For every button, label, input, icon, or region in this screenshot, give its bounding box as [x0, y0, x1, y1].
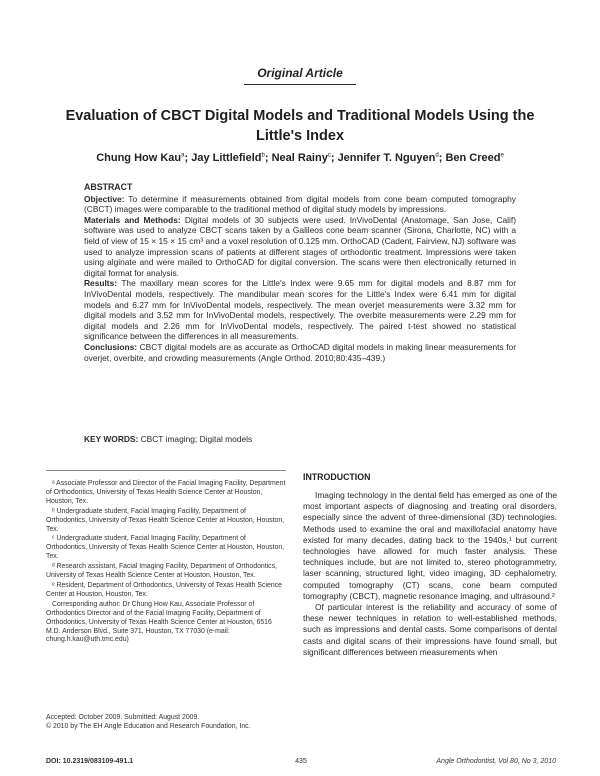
- author-affiliation-mark: a: [181, 152, 185, 159]
- copyright-notice: © 2010 by The EH Angle Education and Research Foundation, Inc.: [46, 722, 251, 730]
- author-affiliation-mark: c: [327, 152, 331, 159]
- author-name: Jennifer T. Nguyen: [337, 152, 436, 164]
- abstract-block: [84, 182, 516, 363]
- methods-label: Materials and Methods:: [84, 214, 181, 225]
- conclusions-text: CBCT digital models are as accurate as OrthoCAD digital models in making linear measurements for overjet, overbite, and crowding measurements (Angle Orthod. 2010;80:435–439.): [84, 341, 516, 363]
- introduction-body: [303, 490, 557, 658]
- footnote-item: ᵉ Resident, Department of Orthodontics, University of Texas Health Science Center at Houston, Houston, Tex.: [46, 581, 282, 598]
- abstract-conclusions: [84, 342, 516, 363]
- author-affiliation-mark: e: [500, 152, 504, 159]
- abstract-methods: [84, 215, 516, 279]
- objective-label: Objective:: [84, 193, 125, 204]
- introduction-heading: INTRODUCTION: [303, 472, 371, 482]
- keywords-line: [84, 434, 516, 444]
- results-label: Results:: [84, 278, 118, 289]
- article-title: Evaluation of CBCT Digital Models and Traditional Models Using the Little's Index: [65, 108, 535, 144]
- abstract-heading: ABSTRACT: [84, 182, 133, 192]
- journal-citation: Angle Orthodontist, Vol 80, No 3, 2010: [436, 758, 556, 765]
- footnote-item: ᶜ Undergraduate student, Facial Imaging Facility, Department of Orthodontics, University of Texas Health Science Center at Houston, Houston, Tex.: [46, 535, 285, 561]
- footnote-item: ᵇ Undergraduate student, Facial Imaging Facility, Department of Orthodontics, University of Texas Health Science Center at Houston, Houston, Tex.: [46, 507, 285, 533]
- author-name: Jay Littlefield: [191, 152, 262, 164]
- author-affiliation-mark: d: [435, 152, 439, 159]
- objective-text: To determine if measurements obtained from digital models from cone beam computed tomography (CBCT) images were comparable to the traditional method of digital study models by impressions.: [84, 193, 516, 215]
- author-affiliation-mark: b: [261, 152, 265, 159]
- article-type-underline: [244, 84, 356, 85]
- corresponding-author-note: Corresponding author: Dr Chung How Kau, Associate Professor of Orthodontics Director and of the Facial Imaging Facility, Department of Orthodontics, University of Texas Health Science Center at Houston, 6516 M.D. Anderson Blvd., Suite 371, Houston, TX 77030 (e-mail: chung.h.kau@uth.tmc.edu): [46, 600, 272, 644]
- doi-label: DOI: 10.2319/083109-491.1: [46, 758, 134, 765]
- page-number: 435: [295, 758, 307, 765]
- author-name: Ben Creed: [445, 152, 501, 164]
- author-name: Neal Rainy: [271, 152, 328, 164]
- keywords-text: CBCT imaging; Digital models: [138, 434, 253, 444]
- abstract-objective: [84, 194, 516, 215]
- author-list: Chung How Kau$^a$; Jay Littlefield$^b$; Neal Rainy$^c$; Jennifer T. Nguyen$^d$; Ben Creed$^e$: [96, 152, 504, 164]
- abstract-results: [84, 278, 516, 342]
- footnote-item: ᵃ Associate Professor and Director of the Facial Imaging Facility, Department of Orthodontics, University of Texas Health Science Center at Houston, Houston, Tex.: [46, 480, 286, 505]
- submission-info: [46, 714, 286, 732]
- conclusions-label: Conclusions:: [84, 341, 138, 352]
- affiliation-footnotes: [46, 480, 286, 646]
- footnote-item: ᵈ Research assistant, Facial Imaging Facility, Department of Orthodontics, University of Texas Health Science Center at Houston, Houston, Tex.: [46, 563, 277, 580]
- article-type-label: Original Article: [257, 66, 343, 80]
- accepted-submitted-dates: Accepted: October 2009. Submitted: August 2009.: [46, 714, 200, 721]
- intro-paragraph: Of particular interest is the reliability and accuracy of some of these newer techniques in relation to well-established methods, such as impressions and dental casts. Some comparisons of dental casts and digital scans of their impressions have found small, but significant differences between measurements when: [303, 602, 557, 657]
- keywords-label: KEY WORDS:: [84, 434, 139, 444]
- author-name: Chung How Kau: [96, 152, 182, 164]
- footnote-divider: [46, 470, 286, 471]
- results-text: The maxillary mean scores for the Little's Index were 9.65 mm for digital models and 8.87 mm for InVivoDental models, respectively. The mandibular mean scores for the Little's Index were 6.41 mm for digital models and 6.27 mm for InVivoDental models, respectively. The mean overjet measurements were 3.32 mm for digital models and 3.52 mm for InVivoDental models, respectively. The overbite measurements were 2.29 mm for digital models and 2.26 mm for InVivoDental models, respectively. The paired t-test showed no statistical significance between the differences in all measurements.: [84, 278, 516, 342]
- intro-paragraph: Imaging technology in the dental field has emerged as one of the most important aspects of diagnosing and treating oral disorders, especially since the advent of three-dimensional (3D) technologies. Methods used to examine the oral and maxillofacial anatomy have existed for many decades, dating back to the 1940s,¹ but current technologies have allowed for much faster analysis. These techniques include, but are not limited to, stereo photogrammetry, laser scanning, structured light, video imaging, 3D cephalometry, computed tomography (CT) scans, cone beam computed tomography (CBCT), magnetic resonance imaging, and ultrasound.²: [303, 490, 557, 601]
- methods-text: Digital models of 30 subjects were used. InVivoDental (Anatomage, San Jose, Calif) software was used to analyze CBCT scans taken by a Galileos cone beam scanner (Sirona, Charlotte, NC) with a field of view of 15 × 15 × 15 cm³ and a voxel resolution of 0.125 mm. OrthoCAD (Cadent, Fairview, NJ) software was used to analyze impression scans of patients at different stages of orthodontic treatment. Impressions were taken using alginate and were mailed to OrthoCAD for digital conversion. The scans were then electronically returned in digital format for analysis.: [84, 214, 516, 278]
